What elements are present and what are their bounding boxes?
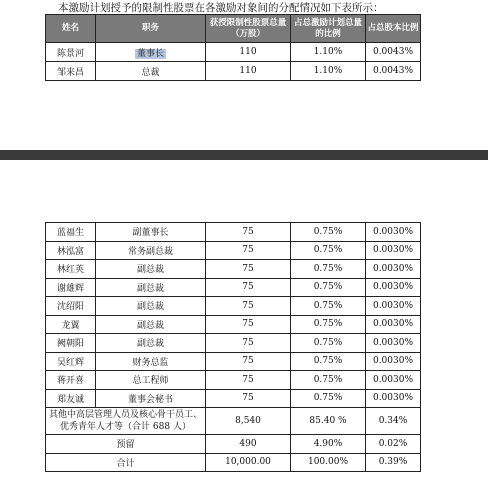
cell-capital-ratio: 0.0030% (366, 334, 421, 353)
cell-capital-ratio: 0.0030% (366, 389, 421, 408)
highlighted-text: 董事长 (136, 48, 164, 59)
cell-capital-ratio: 0.0043% (366, 62, 421, 81)
summary-label: 合计 (46, 453, 206, 472)
table-row (46, 352, 421, 371)
cell-name: 林红英 (46, 260, 96, 279)
header-row (46, 15, 421, 43)
cell-capital-ratio: 0.0030% (366, 371, 421, 390)
cell-shares: 75 (206, 352, 291, 371)
cell-shares: 75 (206, 223, 291, 242)
cell-position: 总工程师 (96, 371, 206, 390)
cell-position: 副董事长 (96, 223, 206, 242)
table-row (46, 297, 421, 316)
cell-shares: 110 (206, 43, 291, 62)
cell-capital-ratio: 0.0030% (366, 241, 421, 260)
cell-shares: 75 (206, 260, 291, 279)
cell-shares: 75 (206, 241, 291, 260)
table-row (46, 62, 421, 81)
page-divider (0, 150, 488, 160)
summary-label: 其他中高层管理人员及核心骨干员工、优秀青年人才等（合计 688 人） (46, 408, 206, 435)
cell-plan-ratio: 0.75% (291, 260, 366, 279)
cell-capital-ratio: 0.0043% (366, 43, 421, 62)
cell-plan-ratio: 0.75% (291, 389, 366, 408)
cell-shares: 75 (206, 334, 291, 353)
table-row (46, 371, 421, 390)
cell-capital-ratio: 0.0030% (366, 297, 421, 316)
cell-capital-ratio: 0.0030% (366, 278, 421, 297)
cell-capital-ratio: 0.0030% (366, 260, 421, 279)
table-row (46, 334, 421, 353)
cell-name: 沈绍阳 (46, 297, 96, 316)
cell-capital-ratio: 0.39% (366, 453, 421, 472)
cell-plan-ratio: 1.10% (291, 62, 366, 81)
cell-plan-ratio: 0.75% (291, 241, 366, 260)
cell-capital-ratio: 0.0030% (366, 315, 421, 334)
summary-label: 预留 (46, 435, 206, 454)
cell-plan-ratio: 0.75% (291, 297, 366, 316)
cell-shares: 75 (206, 278, 291, 297)
cell-position: 副总裁 (96, 297, 206, 316)
header-capital-ratio: 占总股本比例 (366, 15, 421, 43)
cell-shares: 75 (206, 371, 291, 390)
table-row (46, 278, 421, 297)
cell-plan-ratio: 0.75% (291, 371, 366, 390)
table-row (46, 241, 421, 260)
cell-shares: 8,540 (206, 408, 291, 435)
cell-capital-ratio: 0.0030% (366, 223, 421, 242)
cell-name: 林泓富 (46, 241, 96, 260)
cell-shares: 75 (206, 315, 291, 334)
cell-plan-ratio: 100.00% (291, 453, 366, 472)
cell-position: 董事会秘书 (96, 389, 206, 408)
cell-shares: 110 (206, 62, 291, 81)
cell-position: 副总裁 (96, 278, 206, 297)
total-row (46, 453, 421, 472)
header-plan-ratio: 占总激励计划总量的比例 (291, 15, 366, 43)
cell-capital-ratio: 0.34% (366, 408, 421, 435)
table-row (46, 260, 421, 279)
cell-plan-ratio: 0.75% (291, 278, 366, 297)
reserved-row (46, 435, 421, 454)
cell-name: 郑友诚 (46, 389, 96, 408)
cell-shares: 75 (206, 297, 291, 316)
cell-capital-ratio: 0.0030% (366, 352, 421, 371)
cell-name: 阙朝阳 (46, 334, 96, 353)
cell-plan-ratio: 0.75% (291, 334, 366, 353)
cell-capital-ratio: 0.02% (366, 435, 421, 454)
cell-position: 副总裁 (96, 334, 206, 353)
cell-plan-ratio: 85.40 % (291, 408, 366, 435)
table-row (46, 43, 421, 62)
cell-shares: 490 (206, 435, 291, 454)
cell-name: 吴红辉 (46, 352, 96, 371)
header-shares: 获授限制性股票总量（万股） (206, 15, 291, 43)
cell-plan-ratio: 1.10% (291, 43, 366, 62)
cell-name: 陈景河 (46, 43, 96, 62)
cell-shares: 10,000.00 (206, 453, 291, 472)
header-position: 职务 (96, 15, 206, 43)
table-row (46, 223, 421, 242)
table-row (46, 315, 421, 334)
cell-shares: 75 (206, 389, 291, 408)
cell-name: 蓝福生 (46, 223, 96, 242)
allocation-table-bottom (45, 222, 421, 472)
cell-position: 副总裁 (96, 315, 206, 334)
other-staff-row (46, 408, 421, 435)
cell-name: 龙翼 (46, 315, 96, 334)
cell-name: 蒋开喜 (46, 371, 96, 390)
intro-text: 本激励计划授予的限制性股票在各激励对象间的分配情况如下表所示： (58, 2, 384, 14)
cell-name: 邹来昌 (46, 62, 96, 81)
table-row (46, 389, 421, 408)
cell-plan-ratio: 4.90% (291, 435, 366, 454)
cell-position (96, 43, 206, 62)
cell-plan-ratio: 0.75% (291, 315, 366, 334)
cell-plan-ratio: 0.75% (291, 223, 366, 242)
cell-position: 副总裁 (96, 260, 206, 279)
cell-position: 常务副总裁 (96, 241, 206, 260)
allocation-table-top (45, 14, 421, 81)
cell-position: 财务总监 (96, 352, 206, 371)
header-name: 姓名 (46, 15, 96, 43)
cell-name: 谢雄辉 (46, 278, 96, 297)
cell-position: 总裁 (96, 62, 206, 81)
cell-plan-ratio: 0.75% (291, 352, 366, 371)
